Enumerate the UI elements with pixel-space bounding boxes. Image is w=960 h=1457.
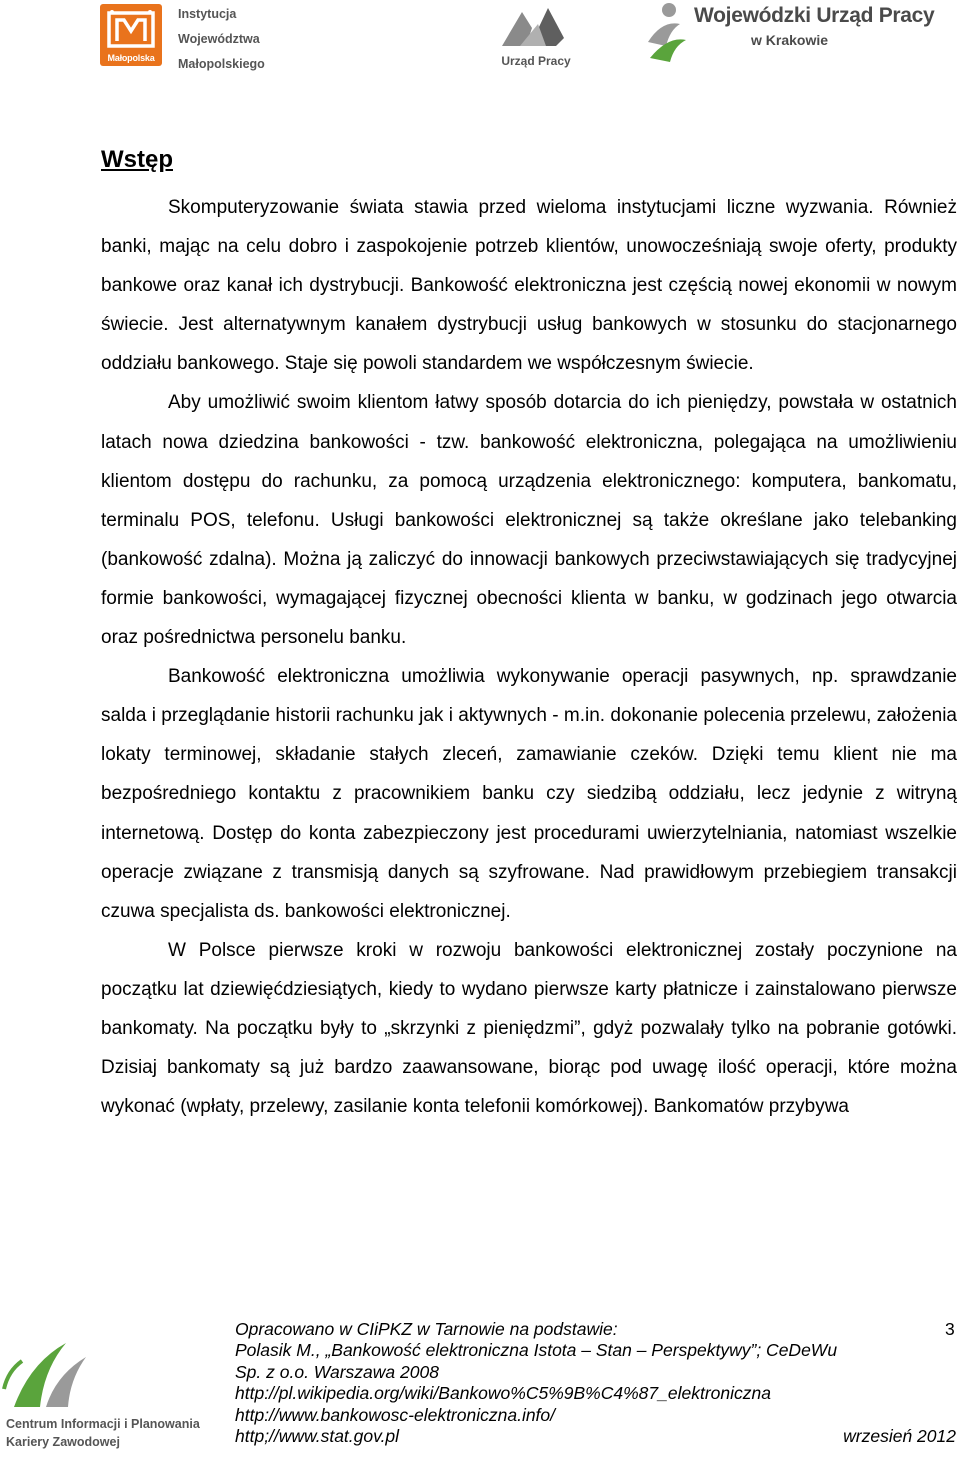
source-line-1: Opracowano w CIiPKZ w Tarnowie na podstawie: [235, 1319, 618, 1339]
ciipkz-line-1: Centrum Informacji i Planowania [6, 1417, 200, 1431]
paragraph-4: W Polsce pierwsze kroki w rozwoju bankowości elektronicznej zostały poczynione na początku lat dziewięćdziesiątych, kiedy to wydano pierwsze karty płatnicze i zainstalowano pierwsze bankomaty. Na początku były to „skrzynki z pieniędzmi”, gdyż pozwalały tylko na pobranie gotówki. Dzisiaj bankomaty są już bardzo zaawansowane, biorąc pod uwagę ilość operacji, które można wykonać (wpłaty, przelewy, zasilanie konta telefonii komórkowej). Bankomatów przybywa [101, 939, 957, 1118]
ciipkz-emblem-icon [0, 1335, 120, 1415]
footer-date: wrzesień 2012 [843, 1426, 956, 1446]
document-body [101, 143, 957, 1126]
urzad-pracy-label: Urząd Pracy [501, 54, 571, 68]
page-header [0, 0, 960, 80]
page-number: 3 [945, 1319, 955, 1339]
malopolska-line-1: Instytucja [178, 7, 237, 21]
wup-krakow-logo [640, 0, 952, 70]
source-line-5: http://www.bankowosc-elektroniczna.info/ [235, 1404, 556, 1425]
section-heading: Wstęp [101, 146, 173, 173]
source-line-3: Sp. z o.o. Warszawa 2008 [235, 1361, 439, 1382]
source-line-2: Polasik M., „Bankowość elektroniczna Istota – Stan – Perspektywy”; CeDeWu [235, 1340, 838, 1361]
malopolska-line-2: Województwa [178, 32, 260, 46]
paragraph-1: Skomputeryzowanie świata stawia przed wieloma instytucjami liczne wyzwania. Również banki, mając na celu dobro i zaspokojenie potrzeb klientów, unowocześniają swoje oferty, produkty bankowe oraz kanał ich dystrybucji. Bankowość elektroniczna jest częścią nowej ekonomii w nowym świecie. Jest alternatywnym kanałem dystrybucji usług bankowych w stosunku do stacjonarnego oddziału bankowego. Staje się powoli standardem we współczesnym świecie. [101, 197, 957, 375]
urzad-pracy-emblem-icon [490, 2, 580, 54]
paragraph-3: Bankowość elektroniczna umożliwia wykonywanie operacji pasywnych, np. sprawdzanie salda i przeglądanie historii rachunku jak i aktywnych - m.in. dokonanie polecenia przelewu, założenia lokaty terminowej, składanie stałych zleceń, zamawianie czeków. Dzięki temu klient nie ma bezpośredniego kontaktu z pracownikiem banku czy siedzibą oddziału, lecz jedynie z witryną internetową. Dostęp do konta zabezpieczony jest procedurami uwierzytelniania, natomiast wszelkie operacje związane z transmisją danych są szyfrowane. Nad prawidłowym przebiegiem transakcji czuwa specjalista ds. bankowości elektronicznej. [101, 666, 957, 922]
paragraph-2: Aby umożliwić swoim klientom łatwy sposób dotarcia do ich pieniędzy, powstała w ostatnich latach nowa dziedzina bankowości - tzw. bankowość elektroniczna, polegająca na umożliwieniu klientom dostępu do rachunku, za pomocą urządzenia elektronicznego: komputera, bankomatu, terminalu POS, telefonu. Usługi bankowości elektronicznej są także określane jako telebanking (bankowość zdalna). Można ją zaliczyć do innowacji bankowych przeciwstawiających się tradycyjnej formie bankowości, wymagającej fizycznej obecności klienta w banku, w godzinach jego otwarcia oraz pośrednictwa personelu banku. [101, 392, 957, 649]
wup-subtitle: w Krakowie [751, 32, 829, 48]
wup-emblem-icon [640, 0, 692, 66]
wup-title: Wojewódzki Urząd Pracy [694, 4, 935, 27]
source-line-6: http;//www.stat.gov.pl [235, 1426, 400, 1447]
malopolska-institution-logo [98, 2, 278, 72]
malopolska-line-3: Małopolskiego [178, 57, 265, 71]
malopolska-badge-label: Małopolska [107, 53, 155, 63]
malopolska-logo-text [178, 2, 288, 77]
footer-sources [235, 1319, 895, 1447]
source-line-4: http://pl.wikipedia.org/wiki/Bankowo%C5%9B%C4%87_elektroniczna [235, 1383, 771, 1404]
ciipkz-logo [0, 1335, 200, 1455]
ciipkz-line-2: Kariery Zawodowej [6, 1435, 120, 1449]
urzad-pracy-logo [490, 2, 580, 72]
ciipkz-logo-text [6, 1415, 200, 1451]
malopolska-badge [100, 4, 162, 66]
